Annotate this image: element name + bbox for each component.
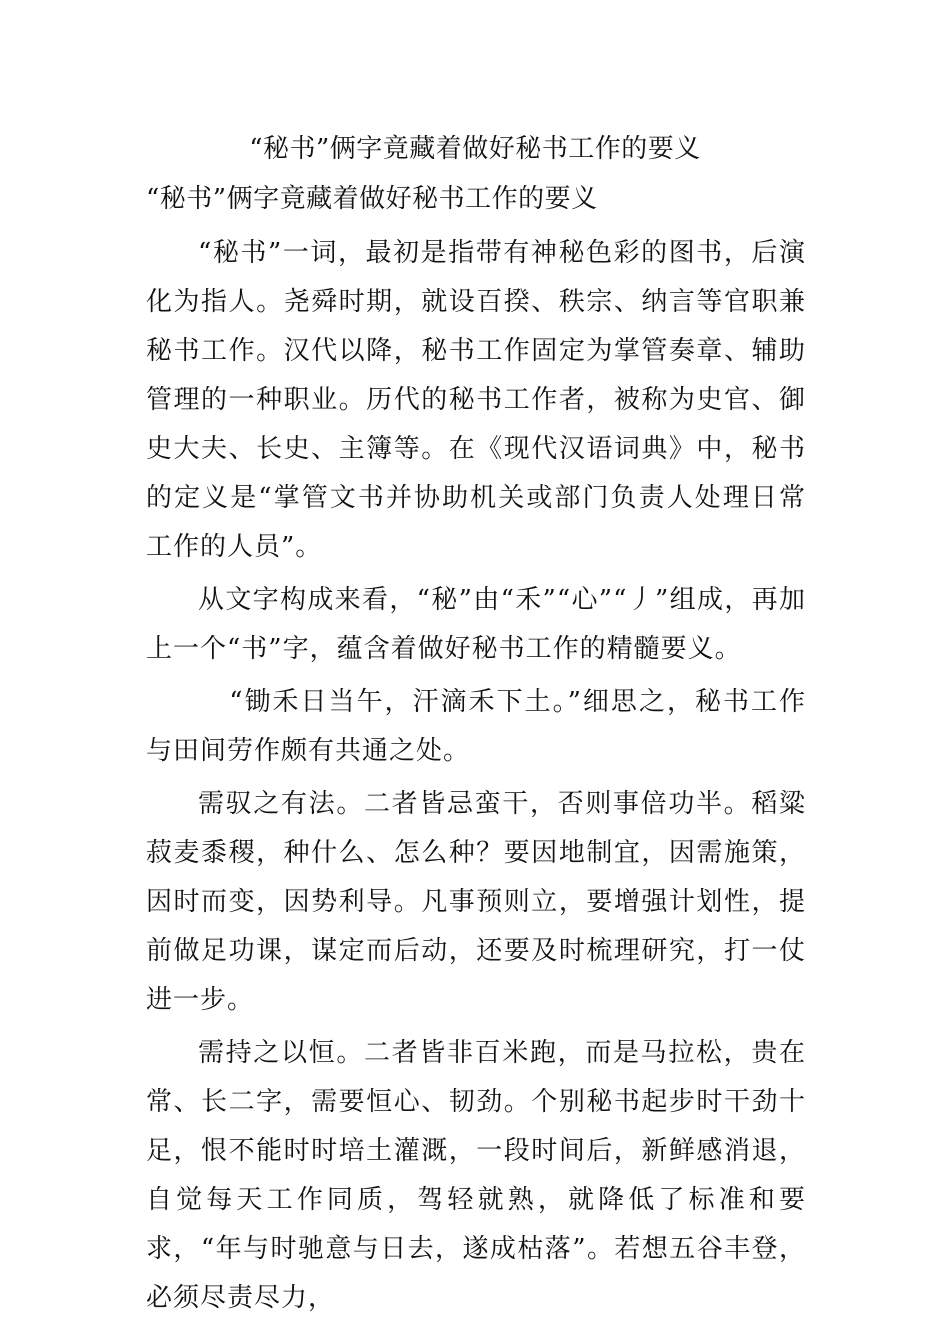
paragraph-perseverance: 需持之以恒。二者皆非百米跑，而是马拉松，贵在常、长二字，需要恒心、韧劲。个别秘书起步时干劲十足，恨不能时时培土灌溉，一段时间后，新鲜感消退，自觉每天工作同质，驾轻就熟，就降低了标准和要求，“年与时驰意与日去，遂成枯落”。若想五谷丰登，必须尽责尽力， xyxy=(146,1038,806,1313)
paragraph-method: 需驭之有法。二者皆忌蛮干，否则事倍功半。稻粱菽麦黍稷，种什么、怎么种？要因地制宜，因需施策，因时而变，因势利导。凡事预则立，要增强计划性，提前做足功课，谋定而后动，还要及时梳理研究，打一仗进一步。 xyxy=(146,789,806,1015)
paragraph-character-structure: 从文字构成来看，“秘”由“禾”“心”“丿”组成，再加上一个“书”字，蕴含着做好秘书工作的精髓要义。 xyxy=(146,585,806,664)
paragraph-origin: “秘书”一词，最初是指带有神秘色彩的图书，后演化为指人。尧舜时期，就设百揆、秩宗、纳言等官职兼秘书工作。汉代以降，秘书工作固定为掌管奏章、辅助管理的一种职业。历代的秘书工作者，被称为史官、御史大夫、长史、主簿等。在《现代汉语词典》中，秘书的定义是“掌管文书并协助机关或部门负责人处理日常工作的人员”。 xyxy=(146,238,806,562)
document-body xyxy=(146,229,806,1323)
document-title-left: “秘书”俩字竟藏着做好秘书工作的要义 xyxy=(146,184,598,214)
paragraph-poem-quote: “锄禾日当午，汗滴禾下土。”细思之，秘书工作与田间劳作颇有共通之处。 xyxy=(146,687,806,766)
document-title-centered: “秘书”俩字竟藏着做好秘书工作的要义 xyxy=(249,134,701,164)
